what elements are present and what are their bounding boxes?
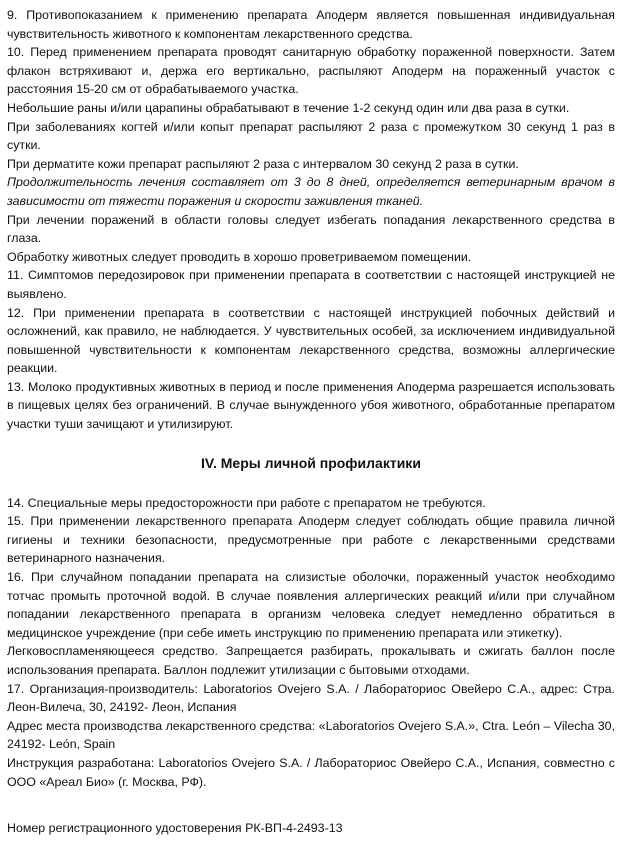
- document-page: [7, 6, 615, 838]
- para-small-wounds: Небольшие раны и/или царапины обрабатывают в течение 1-2 секунд один или два раза в сутки.: [7, 100, 570, 115]
- para-ventilation: Обработку животных следует проводить в хорошо проветриваемом помещении.: [7, 249, 472, 264]
- para-treatment-duration: Продолжительность лечения составляет от 3 до 8 дней, определяется ветеринарным врачом в зависимости от тяжести поражения и скорости заживления тканей.: [7, 175, 615, 208]
- para-milk-usage: 13. Молоко продуктивных животных в период и после применения Аподерма разрешается использовать в пищевых целях без ограничений. В случае вынужденного убоя животного, обработанные препаратом участки туши зачищают и утилизируют.: [7, 379, 615, 432]
- para-overdose: 11. Симптомов передозировок при применении препарата в соответствии с настоящей инструкцией не выявлено.: [7, 268, 615, 301]
- para-application: 10. Перед применением препарата проводят санитарную обработку пораженной поверхности. Затем флакон встряхивают и, держа его вертикально, распыляют Аподерм на пораженный участок с расстояния 15-20 см от обрабатываемого участка.: [7, 45, 615, 97]
- para-production-address: Адрес места производства лекарственного средства: «Laboratorios Ovejero S.A.», Ctra. León – Vilecha 30, 24192- León, Spain: [7, 718, 615, 752]
- para-side-effects: 12. При применении препарата в соответствии с настоящей инструкцией побочных действий и осложнений, как правило, не наблюдается. У чувствительных особей, за исключением индивидуальной повышенной чувствительности к компонентам лекарственного средства, возможны аллергические реакции.: [7, 305, 615, 376]
- para-manufacturer: 17. Организация-производитель: Laboratorios Ovejero S.A. / Лабораториос Овейеро С.А., адрес: Стра. Леон-Вилеча, 30, 24192- Леон, Испания: [7, 681, 615, 715]
- para-precautions: 14. Специальные меры предосторожности при работе с препаратом не требуются.: [7, 495, 486, 510]
- para-claws-hooves: При заболеваниях когтей и/или копыт препарат распыляют 2 раза с промежутком 30 секунд 1 раз в сутки.: [7, 119, 615, 153]
- para-hygiene: 15. При применении лекарственного препарата Аподерм следует соблюдать общие правила личной гигиены и техники безопасности, предусмотренные при работе с лекарственными средствами ветеринарного назначения.: [7, 514, 615, 566]
- registration-number: Номер регистрационного удостоверения РК-ВП-4-2493-13: [7, 821, 343, 836]
- para-mucous-contact: 16. При случайном попадании препарата на слизистые оболочки, пораженный участок необходимо тотчас промыть проточной водой. В случае появления аллергических реакций и/или при случайном попадании лекарственного препарата в организм человека следует немедленно обратиться в медицинское учреждение (при себе иметь инструкцию по применению препарата или этикетку).: [7, 570, 615, 640]
- para-head-lesions: При лечении поражений в области головы следует избегать попадания лекарственного средства в глаза.: [7, 212, 615, 246]
- para-flammable: Легковоспламеняющееся средство. Запрещается разбирать, прокалывать и сжигать баллон после использования препарата. Баллон подлежит утилизации с бытовыми отходами.: [7, 644, 615, 677]
- para-developed-by: Инструкция разработана: Laboratorios Ovejero S.A. / Лабораториос Овейеро С.А., Испания, совместно с ООО «Ареал Био» (г. Москва, РФ).: [7, 755, 615, 789]
- section-heading: IV. Меры личной профилактики: [201, 454, 421, 471]
- para-contraindications: 9. Противопоказанием к применению препарата Аподерм является повышенная индивидуальная чувствительность животного к компонентам лекарственного средства.: [7, 8, 615, 41]
- para-dermatitis: При дерматите кожи препарат распыляют 2 раза с интервалом 30 секунд 2 раза в сутки.: [7, 156, 519, 171]
